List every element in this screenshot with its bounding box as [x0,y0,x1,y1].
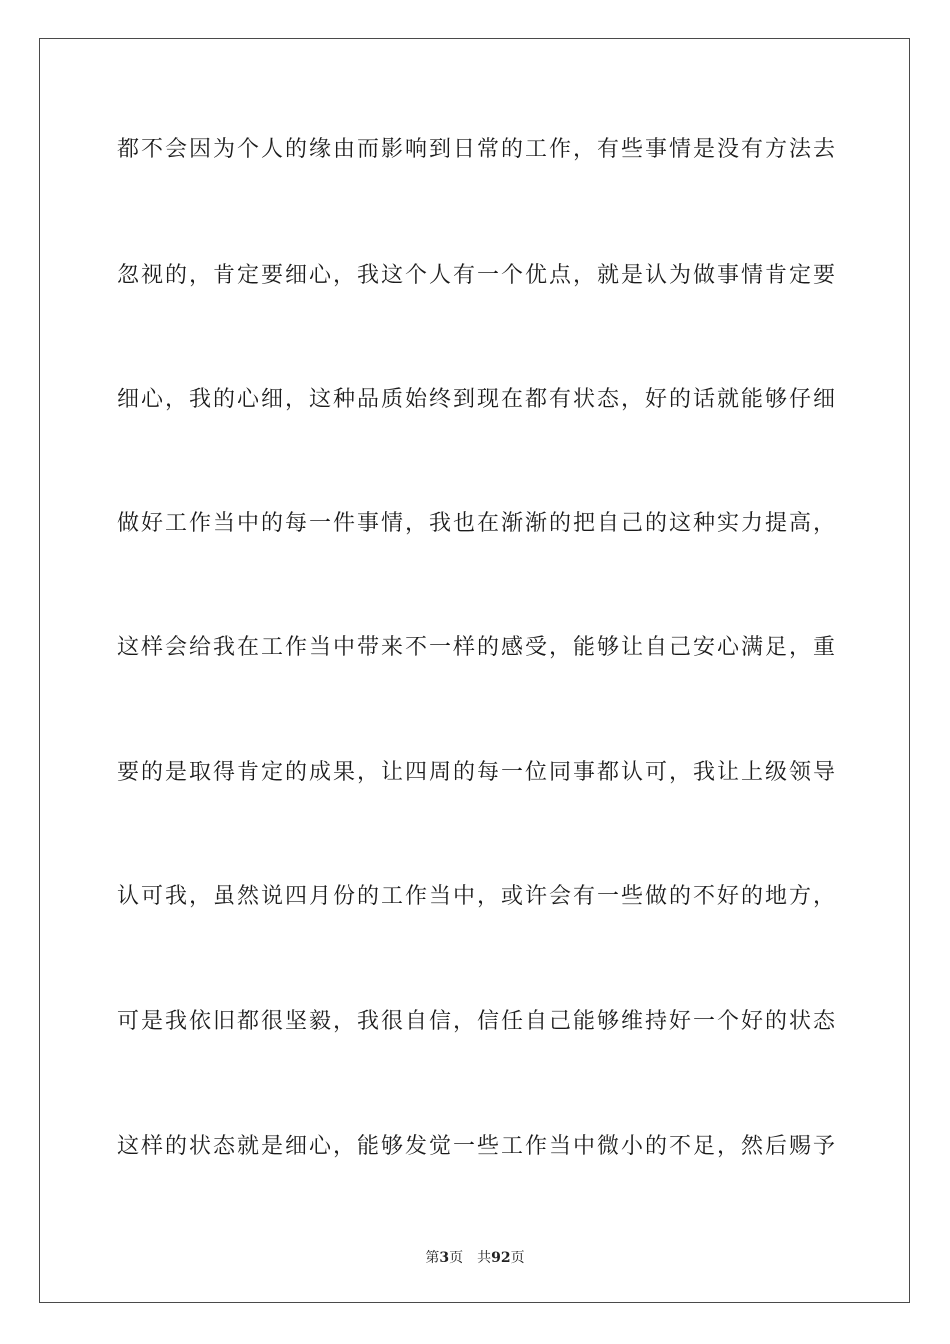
page-suffix: 页 [449,1250,464,1266]
body-text-line-3: 细心，我的心细，这种品质始终到现在都有状态，好的话就能够仔细 [117,387,838,412]
body-text-line-2: 忽视的，肯定要细心，我这个人有一个优点，就是认为做事情肯定要 [117,263,838,288]
page-current: 3 [439,1250,450,1266]
body-text-line-1: 都不会因为个人的缘由而影响到日常的工作，有些事情是没有方法去 [117,137,838,162]
total-prefix: 共 [477,1250,492,1266]
page-prefix: 第 [425,1250,440,1266]
page-border [39,38,910,1303]
page-footer [0,1247,950,1267]
total-suffix: 页 [510,1250,525,1266]
body-text-line-4: 做好工作当中的每一件事情，我也在渐渐的把自己的这种实力提高， [117,511,838,536]
body-text-line-7: 认可我，虽然说四月份的工作当中，或许会有一些做的不好的地方， [117,884,838,909]
body-text-line-5: 这样会给我在工作当中带来不一样的感受，能够让自己安心满足，重 [117,635,838,660]
body-text-line-6: 要的是取得肯定的成果，让四周的每一位同事都认可，我让上级领导 [117,760,838,785]
page-total: 92 [491,1250,511,1266]
body-text-line-9: 这样的状态就是细心，能够发觉一些工作当中微小的不足，然后赐予 [117,1134,838,1159]
body-text-line-8: 可是我依旧都很坚毅，我很自信，信任自己能够维持好一个好的状态 [117,1009,838,1034]
